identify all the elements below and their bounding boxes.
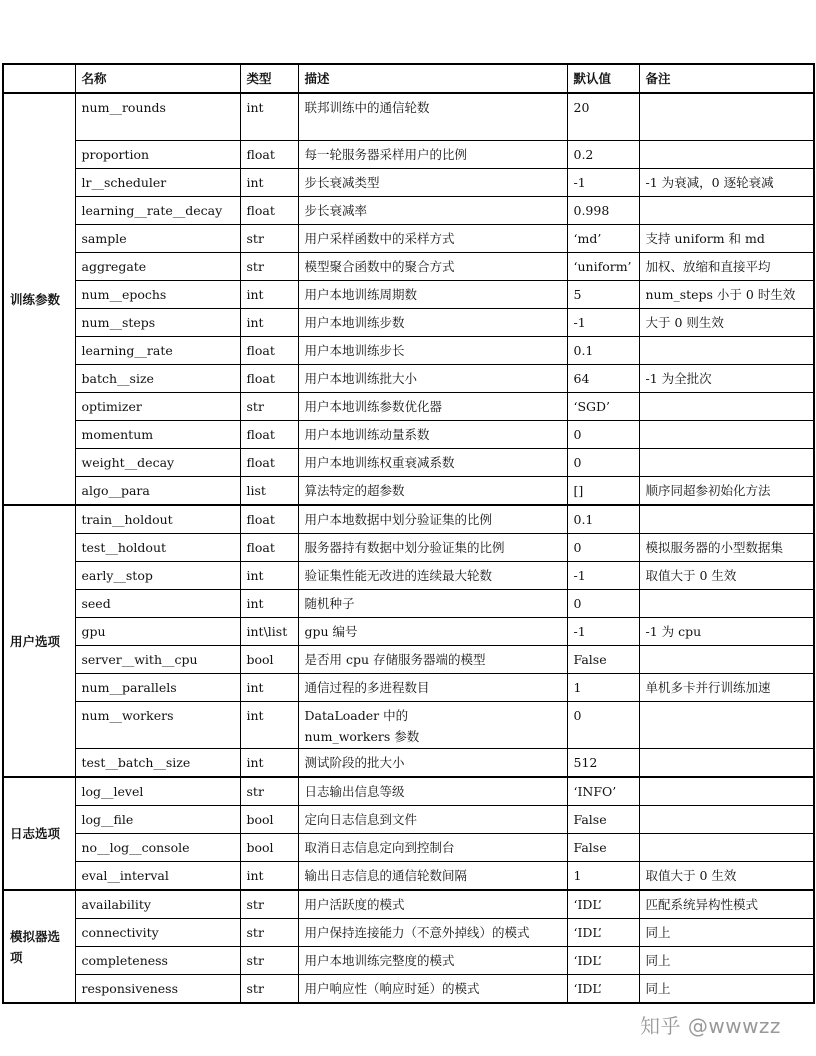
- param-name-cell: eval__interval: [75, 862, 240, 891]
- param-default-cell: 0.2: [567, 141, 639, 169]
- param-type-cell: str: [240, 393, 298, 421]
- param-description-cell: DataLoader 中的 num_workers 参数: [298, 702, 567, 749]
- table-row: [3, 862, 814, 891]
- param-description-cell: 用户本地训练权重衰减系数: [298, 449, 567, 477]
- param-type-cell: int: [240, 862, 298, 891]
- param-type-cell: float: [240, 449, 298, 477]
- param-default-cell: ‘IDL’: [567, 919, 639, 947]
- table-row: [3, 93, 814, 141]
- param-type-cell: float: [240, 505, 298, 534]
- header-description: 描述: [298, 64, 567, 93]
- param-default-cell: ‘IDL’: [567, 975, 639, 1004]
- param-description-cell: 用户保持连接能力（不意外掉线）的模式: [298, 919, 567, 947]
- param-note-cell: 支持 uniform 和 md: [639, 225, 814, 253]
- table-row: [3, 975, 814, 1004]
- table-row: [3, 225, 814, 253]
- table-row: [3, 449, 814, 477]
- param-description-cell: 通信过程的多进程数目: [298, 674, 567, 702]
- param-note-cell: [639, 749, 814, 778]
- param-note-cell: num_steps 小于 0 时生效: [639, 281, 814, 309]
- param-name-cell: batch__size: [75, 365, 240, 393]
- param-default-cell: ‘SGD’: [567, 393, 639, 421]
- param-note-cell: 同上: [639, 975, 814, 1004]
- table-row: [3, 890, 814, 919]
- param-description-cell: 用户响应性（响应时延）的模式: [298, 975, 567, 1004]
- param-default-cell: ‘INFO’: [567, 777, 639, 806]
- param-type-cell: int: [240, 702, 298, 749]
- table-row: [3, 919, 814, 947]
- param-type-cell: str: [240, 919, 298, 947]
- param-description-cell: 用户本地训练完整度的模式: [298, 947, 567, 975]
- param-type-cell: bool: [240, 834, 298, 862]
- param-note-cell: [639, 646, 814, 674]
- param-name-cell: gpu: [75, 618, 240, 646]
- param-note-cell: 顺序同超参初始化方法: [639, 477, 814, 506]
- param-description-cell: 用户本地训练参数优化器: [298, 393, 567, 421]
- param-default-cell: 0: [567, 702, 639, 749]
- table-row: [3, 421, 814, 449]
- table-row: [3, 141, 814, 169]
- param-type-cell: float: [240, 197, 298, 225]
- param-type-cell: int: [240, 749, 298, 778]
- param-default-cell: 64: [567, 365, 639, 393]
- param-default-cell: 512: [567, 749, 639, 778]
- param-type-cell: str: [240, 253, 298, 281]
- param-description-cell: 每一轮服务器采样用户的比例: [298, 141, 567, 169]
- param-name-cell: proportion: [75, 141, 240, 169]
- param-note-cell: 模拟服务器的小型数据集: [639, 534, 814, 562]
- param-description-cell: 用户本地训练周期数: [298, 281, 567, 309]
- param-type-cell: float: [240, 141, 298, 169]
- param-name-cell: early__stop: [75, 562, 240, 590]
- param-note-cell: [639, 702, 814, 749]
- watermark: 知乎 @wwwzz: [640, 1014, 781, 1038]
- param-default-cell: -1: [567, 169, 639, 197]
- param-note-cell: [639, 393, 814, 421]
- param-description-cell: 用户采样函数中的采样方式: [298, 225, 567, 253]
- param-name-cell: aggregate: [75, 253, 240, 281]
- section-label: 日志选项: [3, 777, 75, 890]
- param-type-cell: float: [240, 337, 298, 365]
- param-default-cell: -1: [567, 562, 639, 590]
- param-note-cell: 匹配系统异构性模式: [639, 890, 814, 919]
- header-name: 名称: [75, 64, 240, 93]
- param-description-cell: 输出日志信息的通信轮数间隔: [298, 862, 567, 891]
- param-default-cell: -1: [567, 618, 639, 646]
- param-type-cell: bool: [240, 646, 298, 674]
- param-name-cell: num__workers: [75, 702, 240, 749]
- param-type-cell: float: [240, 365, 298, 393]
- param-description-cell: 日志输出信息等级: [298, 777, 567, 806]
- param-name-cell: lr__scheduler: [75, 169, 240, 197]
- header-default: 默认值: [567, 64, 639, 93]
- param-description-cell: 验证集性能无改进的连续最大轮数: [298, 562, 567, 590]
- table-row: [3, 169, 814, 197]
- param-name-cell: optimizer: [75, 393, 240, 421]
- section-label: 训练参数: [3, 93, 75, 505]
- param-note-cell: [639, 806, 814, 834]
- header-section: [3, 64, 75, 93]
- param-type-cell: int: [240, 590, 298, 618]
- param-default-cell: 0.1: [567, 505, 639, 534]
- param-name-cell: seed: [75, 590, 240, 618]
- table-row: [3, 806, 814, 834]
- param-default-cell: False: [567, 646, 639, 674]
- param-default-cell: False: [567, 806, 639, 834]
- param-note-cell: 单机多卡并行训练加速: [639, 674, 814, 702]
- param-name-cell: sample: [75, 225, 240, 253]
- param-note-cell: -1 为全批次: [639, 365, 814, 393]
- param-description-cell: 定向日志信息到文件: [298, 806, 567, 834]
- param-name-cell: train__holdout: [75, 505, 240, 534]
- param-name-cell: server__with__cpu: [75, 646, 240, 674]
- param-type-cell: str: [240, 975, 298, 1004]
- param-note-cell: [639, 421, 814, 449]
- param-name-cell: log__file: [75, 806, 240, 834]
- table-row: [3, 393, 814, 421]
- table-row: [3, 197, 814, 225]
- param-description-cell: 用户本地训练批大小: [298, 365, 567, 393]
- table-row: [3, 505, 814, 534]
- param-type-cell: str: [240, 947, 298, 975]
- param-type-cell: str: [240, 225, 298, 253]
- param-note-cell: [639, 337, 814, 365]
- param-default-cell: ‘IDL’: [567, 947, 639, 975]
- param-description-cell: 服务器持有数据中划分验证集的比例: [298, 534, 567, 562]
- param-default-cell: 0: [567, 421, 639, 449]
- param-name-cell: no__log__console: [75, 834, 240, 862]
- param-name-cell: num__steps: [75, 309, 240, 337]
- param-description-cell: 用户本地数据中划分验证集的比例: [298, 505, 567, 534]
- param-description-cell: 取消日志信息定向到控制台: [298, 834, 567, 862]
- param-description-cell: 用户本地训练步长: [298, 337, 567, 365]
- param-description-cell: 联邦训练中的通信轮数: [298, 93, 567, 141]
- param-description-cell: 用户活跃度的模式: [298, 890, 567, 919]
- param-type-cell: list: [240, 477, 298, 506]
- param-note-cell: 同上: [639, 919, 814, 947]
- param-type-cell: int: [240, 93, 298, 141]
- param-default-cell: 20: [567, 93, 639, 141]
- param-note-cell: 取值大于 0 生效: [639, 862, 814, 891]
- param-type-cell: int\list: [240, 618, 298, 646]
- table-header-row: [3, 64, 814, 93]
- param-type-cell: str: [240, 890, 298, 919]
- section-label: 用户选项: [3, 505, 75, 777]
- param-description-cell: 测试阶段的批大小: [298, 749, 567, 778]
- table-row: [3, 253, 814, 281]
- param-default-cell: ‘IDL’: [567, 890, 639, 919]
- param-default-cell: ‘md’: [567, 225, 639, 253]
- table-row: [3, 477, 814, 506]
- param-name-cell: connectivity: [75, 919, 240, 947]
- table-row: [3, 777, 814, 806]
- section-label: 模拟器选项: [3, 890, 75, 1003]
- param-note-cell: [639, 93, 814, 141]
- table-row: [3, 749, 814, 778]
- param-note-cell: 加权、放缩和直接平均: [639, 253, 814, 281]
- param-note-cell: 同上: [639, 947, 814, 975]
- param-type-cell: int: [240, 562, 298, 590]
- param-name-cell: num__rounds: [75, 93, 240, 141]
- param-default-cell: False: [567, 834, 639, 862]
- table-row: [3, 646, 814, 674]
- param-note-cell: [639, 449, 814, 477]
- param-note-cell: -1 为 cpu: [639, 618, 814, 646]
- param-name-cell: test__batch__size: [75, 749, 240, 778]
- param-type-cell: float: [240, 421, 298, 449]
- param-type-cell: bool: [240, 806, 298, 834]
- param-type-cell: int: [240, 281, 298, 309]
- header-type: 类型: [240, 64, 298, 93]
- param-name-cell: completeness: [75, 947, 240, 975]
- param-description-cell: 用户本地训练动量系数: [298, 421, 567, 449]
- table-row: [3, 365, 814, 393]
- param-description-cell: 算法特定的超参数: [298, 477, 567, 506]
- param-description-cell: 随机种子: [298, 590, 567, 618]
- header-note: 备注: [639, 64, 814, 93]
- table-row: [3, 947, 814, 975]
- param-note-cell: [639, 777, 814, 806]
- param-name-cell: algo__para: [75, 477, 240, 506]
- table-row: [3, 281, 814, 309]
- param-name-cell: test__holdout: [75, 534, 240, 562]
- param-name-cell: num__epochs: [75, 281, 240, 309]
- param-description-cell: 是否用 cpu 存储服务器端的模型: [298, 646, 567, 674]
- param-type-cell: int: [240, 309, 298, 337]
- param-default-cell: 0.998: [567, 197, 639, 225]
- param-default-cell: 1: [567, 674, 639, 702]
- param-default-cell: []: [567, 477, 639, 506]
- param-note-cell: [639, 197, 814, 225]
- table-body: [3, 93, 814, 1003]
- table-row: [3, 674, 814, 702]
- table-row: [3, 534, 814, 562]
- param-name-cell: num__parallels: [75, 674, 240, 702]
- param-name-cell: weight__decay: [75, 449, 240, 477]
- param-type-cell: float: [240, 534, 298, 562]
- param-note-cell: [639, 505, 814, 534]
- param-note-cell: [639, 141, 814, 169]
- table-row: [3, 309, 814, 337]
- table-row: [3, 337, 814, 365]
- param-description-cell: 步长衰减率: [298, 197, 567, 225]
- param-note-cell: 大于 0 则生效: [639, 309, 814, 337]
- parameter-table: [2, 63, 815, 1004]
- param-default-cell: 0: [567, 534, 639, 562]
- param-note-cell: -1 为衰减，0 逐轮衰减: [639, 169, 814, 197]
- table-row: [3, 562, 814, 590]
- param-name-cell: responsiveness: [75, 975, 240, 1004]
- table-row: [3, 618, 814, 646]
- param-description-cell: 步长衰减类型: [298, 169, 567, 197]
- param-name-cell: learning__rate: [75, 337, 240, 365]
- table-row: [3, 590, 814, 618]
- param-default-cell: 0: [567, 590, 639, 618]
- param-description-cell: 用户本地训练步数: [298, 309, 567, 337]
- param-default-cell: 1: [567, 862, 639, 891]
- table-row: [3, 834, 814, 862]
- param-note-cell: [639, 834, 814, 862]
- param-default-cell: 0: [567, 449, 639, 477]
- param-name-cell: momentum: [75, 421, 240, 449]
- param-default-cell: 0.1: [567, 337, 639, 365]
- param-default-cell: 5: [567, 281, 639, 309]
- param-default-cell: -1: [567, 309, 639, 337]
- param-type-cell: int: [240, 169, 298, 197]
- param-description-cell: gpu 编号: [298, 618, 567, 646]
- param-description-cell: 模型聚合函数中的聚合方式: [298, 253, 567, 281]
- param-type-cell: str: [240, 777, 298, 806]
- param-name-cell: availability: [75, 890, 240, 919]
- param-default-cell: ‘uniform’: [567, 253, 639, 281]
- param-type-cell: int: [240, 674, 298, 702]
- table-row: [3, 702, 814, 749]
- param-note-cell: [639, 590, 814, 618]
- param-name-cell: log__level: [75, 777, 240, 806]
- param-note-cell: 取值大于 0 生效: [639, 562, 814, 590]
- param-name-cell: learning__rate__decay: [75, 197, 240, 225]
